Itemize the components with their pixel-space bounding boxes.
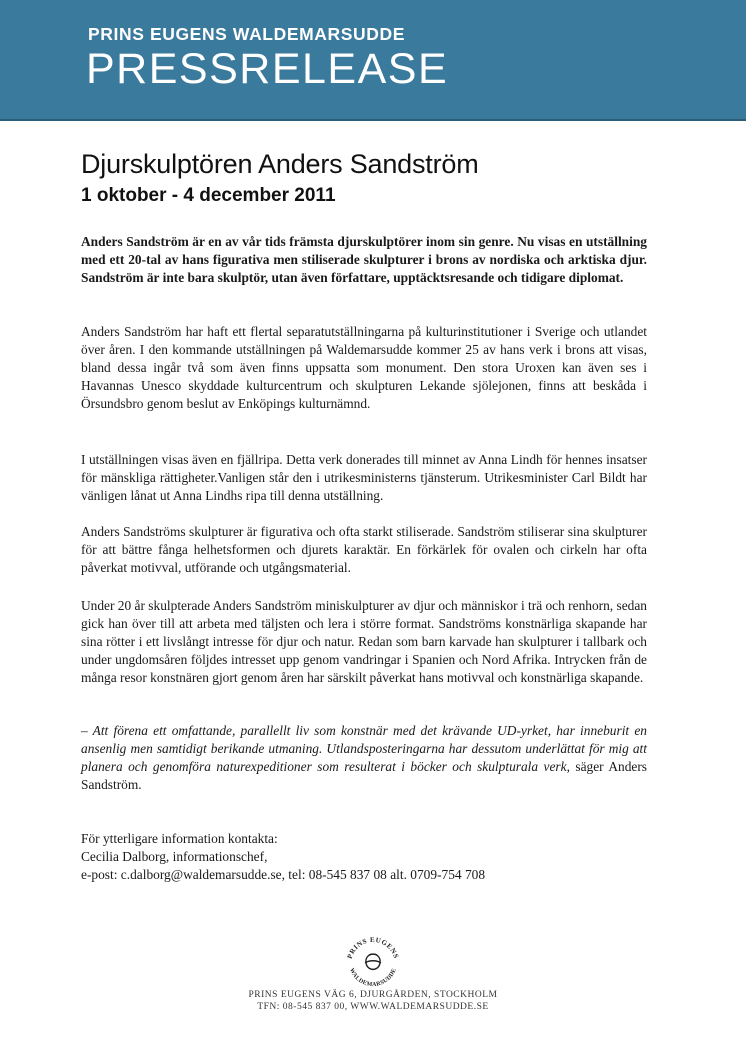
document-type: PRESSRELEASE [86, 45, 449, 93]
body-paragraph: I utställningen visas även en fjällripa. Detta verk donerades till minnet av Anna Lindh för hennes insatser för mänskliga rättigheter.Vanligen står den i utrikesministerns tjänsterum. Utrikesminister Carl Bildt har vänligen lånat ut Anna Lindhs ripa till denna utställning. [81, 452, 647, 503]
contact-details: e-post: c.dalborg@waldemarsudde.se, tel: 08-545 837 08 alt. 0709-754 708 [81, 867, 486, 882]
artist-quote: – Att förena ett omfattande, parallellt liv som konstnär med det krävande UD-yrket, har inneburit en ansenlig men samtidigt berikande utmaning. Utlandsposteringarna har dessutom underlättat för mig att planera och genomföra naturexpeditioner som resulterat i böcker och skulpturala verk [81, 723, 647, 774]
quote-attribution: , säger Anders Sandström. [81, 759, 647, 792]
body-paragraph: Under 20 år skulpterade Anders Sandström miniskulpturer av djur och människor i trä och renhorn, sedan gick han över till att arbeta med täljsten och lera i större format. Sandströms konstnärliga skapande har sina rötter i ett livslångt intresse för djur och natur. Redan som barn karvade han skulpturer i tallbark och under ungdomsåren följdes intresset upp genom vandringar i Spanien och Nord Afrika. Intrycken från de många resor konstnären gjort genom åren har särskilt påverkat hans motivval och konstnärliga skapande. [81, 598, 647, 685]
organization-name: PRINS EUGENS WALDEMARSUDDE [88, 24, 406, 44]
seal-text-bottom: WALDEMARSUDDE [348, 967, 398, 989]
contact-intro: För ytterligare information kontakta: [81, 831, 278, 846]
svg-text:WALDEMARSUDDE [348, 967, 398, 988]
lead-paragraph: Anders Sandström är en av vår tids främsta djurskulptörer inom sin genre. Nu visas en utställning med ett 20-tal av hans figurativa men stiliserade skulpturer i brons av nordiska och arktiska djur. Sandström är inte bara skulptör, utan även författare, upptäcktsresande och tidigare diplomat. [81, 234, 647, 285]
article-title: Djurskulptören Anders Sandström [81, 149, 479, 179]
seal-text-top: PRINS EUGENS [345, 937, 401, 960]
quote-paragraph [81, 722, 647, 794]
footer-address: PRINS EUGENS VÄG 6, DJURGÅRDEN, STOCKHOLM [248, 990, 498, 1000]
contact-block [81, 830, 647, 884]
exhibition-dates: 1 oktober - 4 december 2011 [81, 185, 336, 206]
press-header-banner [0, 0, 746, 121]
body-paragraph: Anders Sandströms skulpturer är figurativa och ofta starkt stiliserade. Sandström stiliserar sina skulpturer för att bättre fånga helhetsformen och djurets karaktär. En förkärlek för ovalen och cirkeln har ofta påverkat motivval, utförande och utgångsmaterial. [81, 524, 647, 575]
footer [0, 937, 746, 1013]
contact-person: Cecilia Dalborg, informationschef, [81, 849, 268, 864]
waldemarsudde-seal-icon [343, 937, 403, 989]
footer-phone-web: TFN: 08-545 837 00, WWW.WALDEMARSUDDE.SE [257, 1002, 489, 1012]
body-paragraph: Anders Sandström har haft ett flertal separatutställningarna på kulturinstitutioner i Sverige och utlandet över åren. I den kommande utställningen på Waldemarsudde kommer 25 av hans verk i brons att visas, bland dessa ingår två som även finns uppsatta som monument. Den stora Uroxen kan även ses i Havannas Unesco skyddade kulturcentrum och skulpturen Lekande sjölejonen, finns att beskåda i Örsundsbro genom beslut av Enköpings kulturnämnd. [81, 324, 647, 411]
svg-text:PRINS EUGENS [346, 937, 400, 960]
